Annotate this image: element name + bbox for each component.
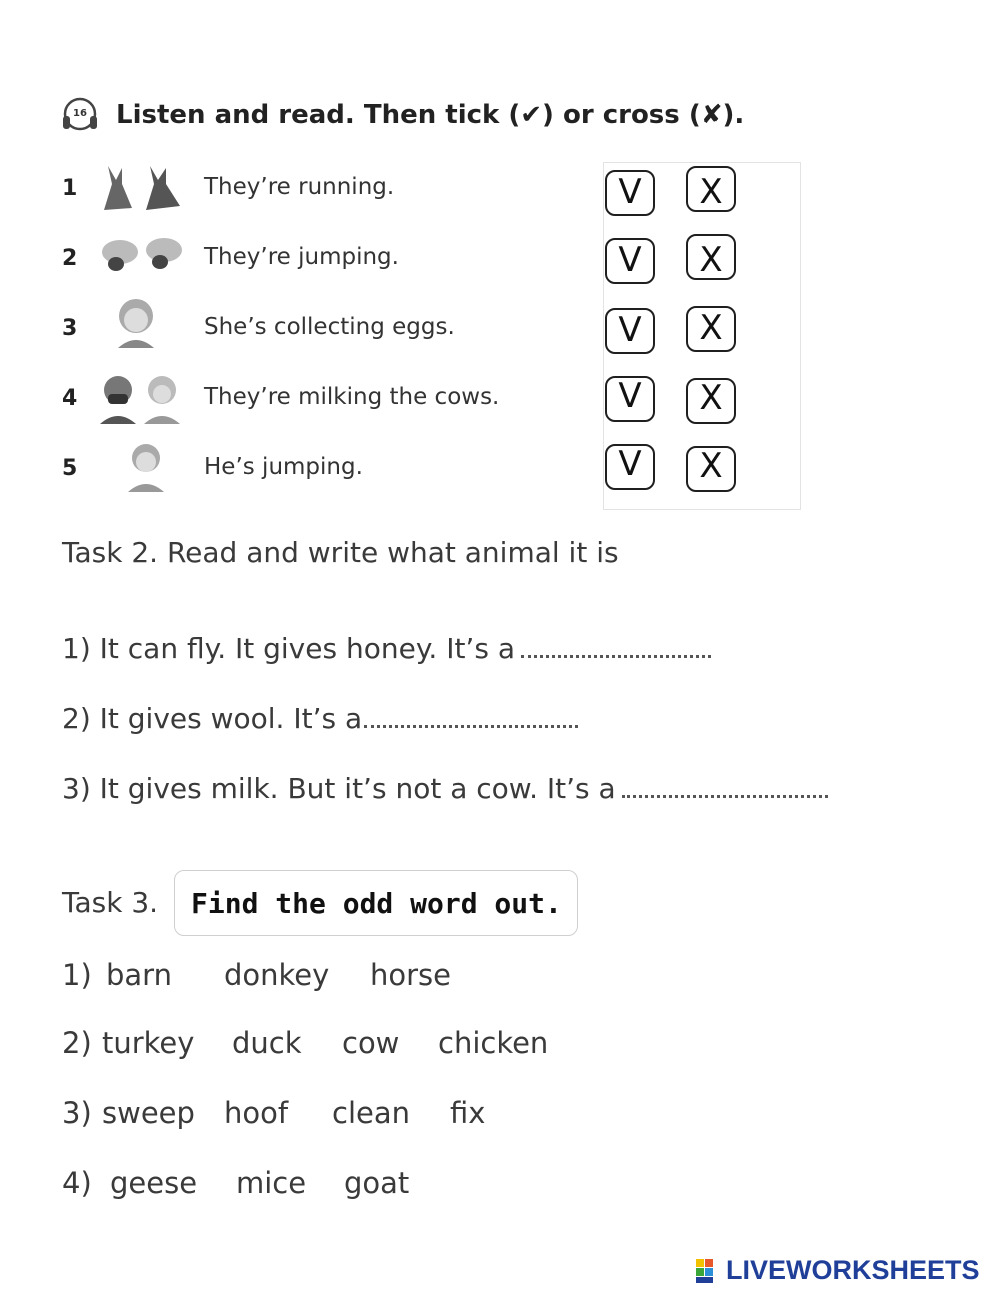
sentence-text: 3) It gives milk. But it’s not a cow. It’s a	[62, 772, 616, 805]
statement-text: They’re running.	[204, 174, 395, 200]
tick-box[interactable]: V	[605, 238, 655, 284]
cross-box[interactable]: X	[686, 306, 736, 352]
word-option[interactable]: horse	[370, 958, 451, 992]
row-number: 4	[62, 386, 78, 411]
two-sheep-icon	[96, 232, 188, 284]
word-option[interactable]: sweep	[102, 1096, 195, 1130]
answer-blank[interactable]	[521, 637, 711, 658]
odd-word-row-4	[62, 1166, 662, 1206]
statement-text: They’re jumping.	[204, 244, 399, 270]
row-number: 1	[62, 176, 78, 201]
task-2-sentence-1	[62, 632, 711, 665]
word-option[interactable]: fix	[450, 1096, 486, 1130]
word-option[interactable]: clean	[332, 1096, 410, 1130]
word-option[interactable]: barn	[106, 958, 172, 992]
tick-box[interactable]: V	[605, 444, 655, 490]
task-3-title: Task 3.	[62, 886, 159, 919]
exercise-1-instruction: Listen and read. Then tick (✔) or cross (✘).	[116, 100, 745, 130]
row-number: 4)	[62, 1166, 92, 1200]
word-option[interactable]: donkey	[224, 958, 330, 992]
word-option[interactable]: duck	[232, 1026, 302, 1060]
cross-box[interactable]: X	[686, 234, 736, 280]
row-number: 2)	[62, 1026, 92, 1060]
row-number: 2	[62, 246, 78, 271]
tick-box[interactable]: V	[605, 376, 655, 422]
sentence-text: 2) It gives wool. It’s a	[62, 702, 363, 735]
headphones-track-icon	[60, 96, 100, 136]
word-option[interactable]: mice	[236, 1166, 307, 1200]
two-donkeys-icon	[96, 162, 188, 214]
statement-text: He’s jumping.	[204, 454, 363, 480]
task-2-sentence-3	[62, 772, 828, 805]
task-3-instruction-box: Find the odd word out.	[174, 870, 578, 936]
tick-box[interactable]: V	[605, 170, 655, 216]
boy-icon	[96, 440, 188, 492]
brand-name: LIVEWORKSHEETS	[726, 1254, 980, 1285]
man-and-woman-icon	[96, 372, 188, 424]
row-number: 3	[62, 316, 78, 341]
word-option[interactable]: hoof	[224, 1096, 289, 1130]
odd-word-row-2	[62, 1026, 662, 1066]
cross-box[interactable]: X	[686, 446, 736, 492]
word-option[interactable]: geese	[110, 1166, 198, 1200]
odd-word-row-1	[62, 958, 662, 998]
liveworksheets-logo-icon	[694, 1255, 724, 1285]
cross-box[interactable]: X	[686, 166, 736, 212]
girl-icon	[96, 296, 188, 348]
odd-word-row-3	[62, 1096, 662, 1136]
answer-blank[interactable]	[364, 707, 578, 728]
word-option[interactable]: chicken	[438, 1026, 549, 1060]
statement-text: She’s collecting eggs.	[204, 314, 455, 340]
task-2-title: Task 2. Read and write what animal it is	[62, 536, 619, 569]
track-number: 16	[73, 108, 87, 119]
word-option[interactable]: cow	[342, 1026, 400, 1060]
liveworksheets-brand	[694, 1252, 980, 1288]
tick-box[interactable]: V	[605, 308, 655, 354]
task-2-sentence-2	[62, 702, 578, 735]
sentence-text: 1) It can fly. It gives honey. It’s a	[62, 632, 515, 665]
statement-text: They’re milking the cows.	[204, 384, 500, 410]
cross-box[interactable]: X	[686, 378, 736, 424]
row-number: 3)	[62, 1096, 92, 1130]
word-option[interactable]: goat	[344, 1166, 410, 1200]
answer-blank[interactable]	[622, 777, 828, 798]
word-option[interactable]: turkey	[102, 1026, 195, 1060]
row-number: 1)	[62, 958, 92, 992]
row-number: 5	[62, 456, 78, 481]
